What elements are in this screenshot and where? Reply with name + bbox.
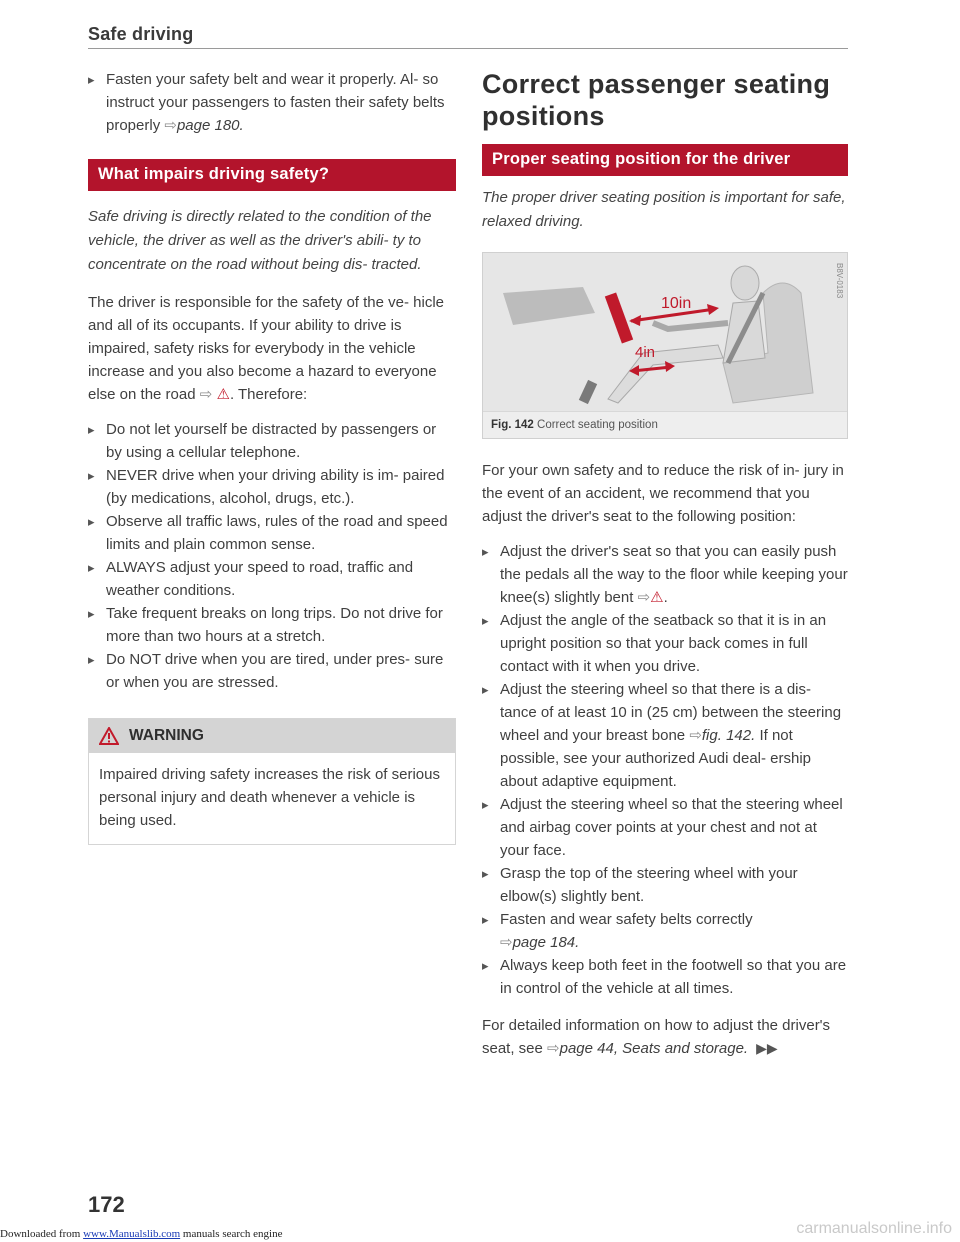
list-item: ▸ Adjust the steering wheel so that there is a dis- tance of at least 10 in (25 cm) between the steering wheel and your breast bone ⇨fig. 142. If not possible, see your authorized Audi deal- ership about adaptive equipment. xyxy=(482,678,848,793)
para-closing: For detailed information on how to adjust the driver's seat, see ⇨page 44, Seats and storage. ▶▶ xyxy=(482,1017,831,1057)
list-item: ▸ NEVER drive when your driving ability is im- paired (by medications, alcohol, drugs, etc.). xyxy=(88,464,456,510)
section-title-impairs: What impairs driving safety? xyxy=(88,159,456,191)
list-item: ▸ ALWAYS adjust your speed to road, traffic and weather conditions. xyxy=(88,556,456,602)
figure-142 xyxy=(482,252,848,439)
watermark: carmanualsonline.info xyxy=(796,1220,952,1237)
page-heading: Correct passenger seating positions xyxy=(482,69,831,131)
warning-box xyxy=(88,718,456,845)
list-item: ▸ Grasp the top of the steering wheel with your elbow(s) slightly bent. xyxy=(482,862,848,908)
warning-header xyxy=(89,719,455,753)
xref-arrow-icon: ⇨ xyxy=(500,934,513,951)
label-10in: 10in xyxy=(661,295,692,312)
intro-impairs: Safe driving is directly related to the condition of the vehicle, the driver as well as the driver's abili- ty to concentrate on the road without being dis- tracted. xyxy=(88,208,432,273)
xref-arrow-icon: ⇨ xyxy=(164,117,177,134)
warning-title: WARNING xyxy=(129,727,204,744)
warning-triangle-icon[interactable]: ⚠ xyxy=(650,589,664,606)
list-item: ▸ Adjust the steering wheel so that the steering wheel and airbag cover points at your chest and not at your face. xyxy=(482,793,848,862)
list-item: ▸ Fasten and wear safety belts correctly ⇨page 184. xyxy=(482,908,848,954)
list-item: ▸ Do not let yourself be distracted by passengers or by using a cellular telephone. xyxy=(88,418,456,464)
list-item: ▸ Do NOT drive when you are tired, under pres- sure or when you are stressed. xyxy=(88,648,456,694)
para-recommend: For your own safety and to reduce the risk of in- jury in the event of an accident, we recommend that you adjust the driver's seat to the following position: xyxy=(482,462,844,525)
header-rule xyxy=(88,48,848,49)
xref-arrow-icon: ⇨ xyxy=(547,1040,560,1057)
list-item: ▸ Observe all traffic laws, rules of the road and speed limits and plain common sense. xyxy=(88,510,456,556)
running-head: Safe driving xyxy=(88,24,194,44)
list-item: ▸ Always keep both feet in the footwell so that you are in control of the vehicle at all times. xyxy=(482,954,848,1000)
impairs-bullet-list xyxy=(88,418,456,694)
seating-position-illustration xyxy=(483,253,847,411)
page-number: 172 xyxy=(88,1192,125,1217)
figure-caption: Fig. 142 Correct seating position xyxy=(483,411,847,438)
warning-body: Impaired driving safety increases the risk of serious personal injury and death whenever a vehicle is being used. xyxy=(99,766,440,829)
warning-triangle-icon[interactable]: ⚠ xyxy=(216,386,230,403)
manualslib-link[interactable]: www.Manualslib.com xyxy=(83,1228,181,1240)
bullet-top: ▸ Fasten your safety belt and wear it properly. Al- so instruct your passengers to fasten their safety belts properly ⇨page 180. xyxy=(88,68,456,137)
para-responsible: The driver is responsible for the safety of the ve- hicle and all of its occupants. If your ability to drive is impaired, safety risks for everybody in the vehicle increase and you also become a hazard to everyone else on the road ⇨ ⚠. Therefore: xyxy=(88,294,445,403)
xref-arrow-icon: ⇨ xyxy=(637,589,651,606)
section-title-driver-position: Proper seating position for the driver xyxy=(482,144,848,176)
xref-page-180[interactable]: page 180. xyxy=(176,117,244,134)
list-item: ▸ Adjust the angle of the seatback so that it is in an upright position so that your back comes in full contact with it when you drive. xyxy=(482,609,848,678)
label-4in: 4in xyxy=(635,344,656,361)
right-column xyxy=(482,68,848,1060)
driver-seat-diagram xyxy=(483,253,847,411)
footer-download-note: Downloaded from www.Manualslib.com manuals search engine xyxy=(0,1228,283,1240)
xref-fig-142[interactable]: fig. 142. xyxy=(701,727,756,744)
xref-arrow-icon: ⇨ xyxy=(199,386,213,403)
intro-driver-position: The proper driver seating position is important for safe, relaxed driving. xyxy=(482,189,846,230)
xref-page-184[interactable]: page 184. xyxy=(512,934,580,951)
adjust-bullet-list xyxy=(482,540,848,1000)
figure-code: B8V-0183 xyxy=(835,263,844,299)
xref-page-44[interactable]: page 44, Seats and storage. xyxy=(559,1040,749,1057)
left-column xyxy=(88,68,456,845)
warning-triangle-icon xyxy=(99,727,119,745)
list-item: ▸ Take frequent breaks on long trips. Do not drive for more than two hours at a stretch. xyxy=(88,602,456,648)
xref-arrow-icon: ⇨ xyxy=(689,727,702,744)
list-item: ▸ Adjust the driver's seat so that you can easily push the pedals all the way to the floor while keeping your knee(s) slightly bent ⇨⚠. xyxy=(482,540,848,609)
continue-arrow-icon: ▶▶ xyxy=(756,1040,778,1056)
